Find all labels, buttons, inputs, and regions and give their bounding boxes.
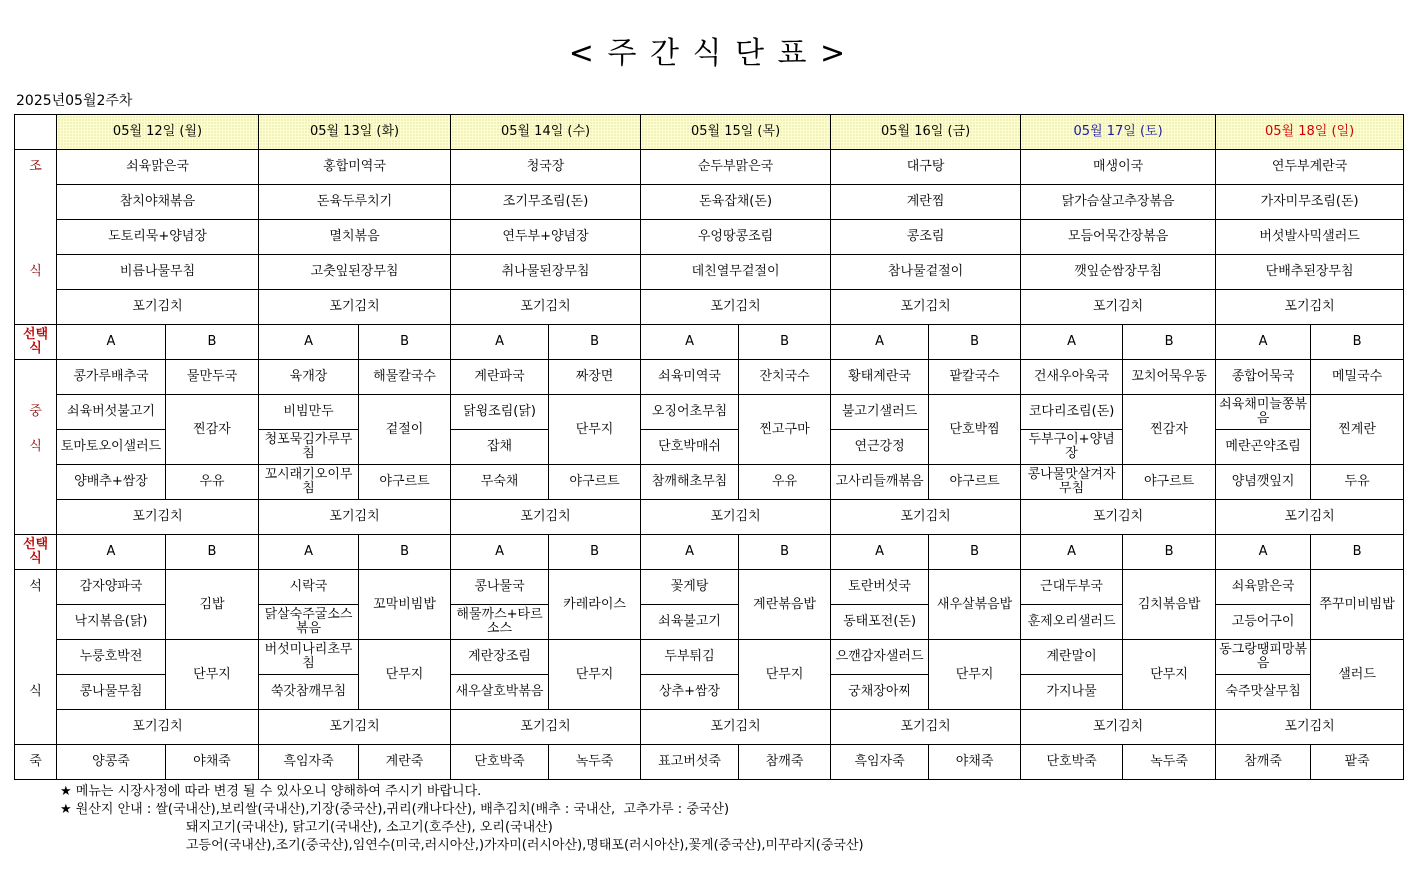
lunch-b-item: 꼬치어묵우동 <box>1123 360 1216 395</box>
lunch-b-item: 찐계란 <box>1311 395 1404 465</box>
corner-cell <box>15 115 57 150</box>
dinner-kimchi: 포기김치 <box>641 710 831 745</box>
page-title: < 주 간 식 단 표 > <box>568 36 848 71</box>
breakfast-item: 닭가슴살고추장볶음 <box>1021 185 1216 220</box>
lunch-kimchi: 포기김치 <box>641 500 831 535</box>
day-header: 05월 18일 (일) <box>1216 115 1404 150</box>
breakfast-item: 돈육잡채(돈) <box>641 185 831 220</box>
dinner-a-item: 해물까스+타르소스 <box>451 605 549 640</box>
dinner-a-item: 가지나물 <box>1021 675 1123 710</box>
lunch-a-item: 무숙채 <box>451 465 549 500</box>
day-header: 05월 17일 (토) <box>1021 115 1216 150</box>
lunch-a-item: 참깨해초무침 <box>641 465 739 500</box>
porridge-b: 팥죽 <box>1311 745 1404 780</box>
breakfast-item: 포기김치 <box>641 290 831 325</box>
dinner-a-item: 버섯미나리초무침 <box>259 640 359 675</box>
lunch-a-item: 메란곤약조림 <box>1216 430 1311 465</box>
option-a-header: A <box>641 325 739 360</box>
option-b-header: B <box>1311 325 1404 360</box>
lunch-b-item: 두유 <box>1311 465 1404 500</box>
label-breakfast: 조 <box>15 150 57 185</box>
lunch-a-item: 연근강정 <box>831 430 929 465</box>
porridge-b: 녹두죽 <box>549 745 641 780</box>
dinner-b-item: 김밥 <box>166 570 259 640</box>
breakfast-item: 단배추된장무침 <box>1216 255 1404 290</box>
option-a-header: A <box>259 325 359 360</box>
lunch-b-item: 해물칼국수 <box>359 360 451 395</box>
option-a-header: A <box>641 535 739 570</box>
option-b-header: B <box>929 535 1021 570</box>
breakfast-item: 계란찜 <box>831 185 1021 220</box>
label-breakfast-blank <box>15 220 57 255</box>
label-lunch-blank <box>15 500 57 535</box>
lunch-a-item: 닭윙조림(닭) <box>451 395 549 430</box>
option-a-header: A <box>831 535 929 570</box>
lunch-b-item: 팥칼국수 <box>929 360 1021 395</box>
lunch-a-item: 토마토오이샐러드 <box>57 430 166 465</box>
lunch-kimchi: 포기김치 <box>259 500 451 535</box>
breakfast-item: 비름나물무침 <box>57 255 259 290</box>
dinner-kimchi: 포기김치 <box>1216 710 1404 745</box>
lunch-a-item: 콩가루배추국 <box>57 360 166 395</box>
notes-line-4: 고등어(국내산),조기(중국산),임연수(미국,러시아산,)가자미(러시아산),명태포(러시아산),꽃게(중국산),미꾸라지(중국산) <box>186 838 864 853</box>
dinner-kimchi: 포기김치 <box>451 710 641 745</box>
dinner-a-item: 시락국 <box>259 570 359 605</box>
porridge-a: 단호박죽 <box>451 745 549 780</box>
lunch-b-item: 단호박찜 <box>929 395 1021 465</box>
porridge-b: 야채죽 <box>929 745 1021 780</box>
porridge-a: 참깨죽 <box>1216 745 1311 780</box>
dinner-a-item: 동태포전(돈) <box>831 605 929 640</box>
option-b-header: B <box>359 325 451 360</box>
lunch-a-item: 두부구이+양념장 <box>1021 430 1123 465</box>
porridge-b: 참깨죽 <box>739 745 831 780</box>
dinner-kimchi: 포기김치 <box>1021 710 1216 745</box>
dinner-a-item: 낙지볶음(닭) <box>57 605 166 640</box>
lunch-a-item: 쇠육버섯불고기 <box>57 395 166 430</box>
dinner-kimchi: 포기김치 <box>831 710 1021 745</box>
dinner-a-item: 콩나물무침 <box>57 675 166 710</box>
option-b-header: B <box>359 535 451 570</box>
lunch-a-item: 양배추+쌈장 <box>57 465 166 500</box>
label-dinner: 식 <box>15 675 57 710</box>
breakfast-item: 대구탕 <box>831 150 1021 185</box>
option-b-header: B <box>166 325 259 360</box>
lunch-a-item: 비빔만두 <box>259 395 359 430</box>
breakfast-item: 가자미무조림(돈) <box>1216 185 1404 220</box>
dinner-b-item: 꼬막비빔밥 <box>359 570 451 640</box>
lunch-a-item: 청포묵김가루무침 <box>259 430 359 465</box>
breakfast-item: 포기김치 <box>259 290 451 325</box>
lunch-a-item: 쇠육미역국 <box>641 360 739 395</box>
dinner-a-item: 고등어구이 <box>1216 605 1311 640</box>
lunch-a-item: 콩나물맛살겨자무침 <box>1021 465 1123 500</box>
lunch-a-item: 건새우아욱국 <box>1021 360 1123 395</box>
breakfast-item: 콩조림 <box>831 220 1021 255</box>
breakfast-item: 데친열무겉절이 <box>641 255 831 290</box>
day-header: 05월 16일 (금) <box>831 115 1021 150</box>
lunch-b-item: 야구르트 <box>359 465 451 500</box>
dinner-b-item: 새우살볶음밥 <box>929 570 1021 640</box>
porridge-b: 야채죽 <box>166 745 259 780</box>
porridge-b: 녹두죽 <box>1123 745 1216 780</box>
breakfast-item: 버섯발사믹샐러드 <box>1216 220 1404 255</box>
lunch-b-item: 겉절이 <box>359 395 451 465</box>
dinner-b-item: 단무지 <box>1123 640 1216 710</box>
breakfast-item: 포기김치 <box>1216 290 1404 325</box>
dinner-a-item: 누룽호박전 <box>57 640 166 675</box>
notes <box>60 783 864 855</box>
menu-table <box>14 114 1404 780</box>
option-a-header: A <box>1021 325 1123 360</box>
dinner-b-item: 계란볶음밥 <box>739 570 831 640</box>
breakfast-item: 모듬어묵간장볶음 <box>1021 220 1216 255</box>
option-b-header: B <box>549 535 641 570</box>
dinner-a-item: 숙주맛살무침 <box>1216 675 1311 710</box>
lunch-b-item: 야구르트 <box>549 465 641 500</box>
label-breakfast-blank <box>15 185 57 220</box>
breakfast-item: 참나물겉절이 <box>831 255 1021 290</box>
lunch-a-item: 꼬시래기오이무침 <box>259 465 359 500</box>
lunch-b-item: 야구르트 <box>929 465 1021 500</box>
breakfast-item: 참치야채볶음 <box>57 185 259 220</box>
option-b-header: B <box>166 535 259 570</box>
lunch-a-item: 종합어묵국 <box>1216 360 1311 395</box>
dinner-b-item: 단무지 <box>549 640 641 710</box>
lunch-b-item: 우유 <box>166 465 259 500</box>
lunch-b-item: 잔치국수 <box>739 360 831 395</box>
lunch-b-item: 야구르트 <box>1123 465 1216 500</box>
lunch-b-item: 찐감자 <box>166 395 259 465</box>
dinner-a-item: 닭살숙주굴소스볶음 <box>259 605 359 640</box>
day-header: 05월 15일 (목) <box>641 115 831 150</box>
label-select: 선택식 <box>15 325 57 360</box>
lunch-a-item: 불고기샐러드 <box>831 395 929 430</box>
dinner-b-item: 단무지 <box>359 640 451 710</box>
lunch-kimchi: 포기김치 <box>1021 500 1216 535</box>
dinner-a-item: 근대두부국 <box>1021 570 1123 605</box>
dinner-a-item: 상추+쌈장 <box>641 675 739 710</box>
lunch-b-item: 물만두국 <box>166 360 259 395</box>
dinner-b-item: 김치볶음밥 <box>1123 570 1216 640</box>
option-a-header: A <box>1216 535 1311 570</box>
label-lunch: 식 <box>15 430 57 465</box>
lunch-a-item: 잡채 <box>451 430 549 465</box>
breakfast-item: 포기김치 <box>1021 290 1216 325</box>
lunch-a-item: 고사리들깨볶음 <box>831 465 929 500</box>
label-dinner: 석 <box>15 570 57 605</box>
breakfast-item: 포기김치 <box>831 290 1021 325</box>
dinner-a-item: 꽃게탕 <box>641 570 739 605</box>
option-b-header: B <box>1311 535 1404 570</box>
lunch-kimchi: 포기김치 <box>1216 500 1404 535</box>
dinner-a-item: 계란말이 <box>1021 640 1123 675</box>
label-select: 선택식 <box>15 535 57 570</box>
dinner-a-item: 쇠육불고기 <box>641 605 739 640</box>
day-header: 05월 13일 (화) <box>259 115 451 150</box>
dinner-b-item: 단무지 <box>166 640 259 710</box>
lunch-b-item: 우유 <box>739 465 831 500</box>
breakfast-item: 포기김치 <box>451 290 641 325</box>
dinner-a-item: 훈제오리샐러드 <box>1021 605 1123 640</box>
porridge-b: 계란죽 <box>359 745 451 780</box>
dinner-b-item: 카레라이스 <box>549 570 641 640</box>
dinner-b-item: 단무지 <box>929 640 1021 710</box>
lunch-b-item: 짜장면 <box>549 360 641 395</box>
option-b-header: B <box>549 325 641 360</box>
dinner-a-item: 으깬감자샐러드 <box>831 640 929 675</box>
lunch-kimchi: 포기김치 <box>57 500 259 535</box>
breakfast-item: 쇠육맑은국 <box>57 150 259 185</box>
option-a-header: A <box>57 535 166 570</box>
breakfast-item: 연두부계란국 <box>1216 150 1404 185</box>
week-label: 2025년05월2주차 <box>16 93 133 109</box>
breakfast-item: 포기김치 <box>57 290 259 325</box>
lunch-a-item: 쇠육채미늘쫑볶음 <box>1216 395 1311 430</box>
lunch-b-item: 찐고구마 <box>739 395 831 465</box>
lunch-a-item: 황태계란국 <box>831 360 929 395</box>
dinner-a-item: 계란장조림 <box>451 640 549 675</box>
dinner-b-item: 샐러드 <box>1311 640 1404 710</box>
day-header: 05월 12일 (월) <box>57 115 259 150</box>
notes-line-3: 돼지고기(국내산), 닭고기(국내산), 소고기(호주산), 오리(국내산) <box>186 820 553 835</box>
dinner-a-item: 콩나물국 <box>451 570 549 605</box>
breakfast-item: 고춧잎된장무침 <box>259 255 451 290</box>
breakfast-item: 돈육두루치기 <box>259 185 451 220</box>
breakfast-item: 취나물된장무침 <box>451 255 641 290</box>
dinner-b-item: 단무지 <box>739 640 831 710</box>
dinner-a-item: 동그랑땡피망볶음 <box>1216 640 1311 675</box>
dinner-a-item: 쑥갓참깨무침 <box>259 675 359 710</box>
dinner-a-item: 쇠육맑은국 <box>1216 570 1311 605</box>
breakfast-item: 청국장 <box>451 150 641 185</box>
option-a-header: A <box>451 325 549 360</box>
lunch-a-item: 코다리조림(돈) <box>1021 395 1123 430</box>
label-breakfast-blank <box>15 290 57 325</box>
day-header: 05월 14일 (수) <box>451 115 641 150</box>
dinner-a-item: 두부튀김 <box>641 640 739 675</box>
dinner-b-item: 쭈꾸미비빔밥 <box>1311 570 1404 640</box>
option-a-header: A <box>451 535 549 570</box>
breakfast-item: 멸치볶음 <box>259 220 451 255</box>
option-a-header: A <box>57 325 166 360</box>
option-a-header: A <box>1216 325 1311 360</box>
breakfast-item: 홍합미역국 <box>259 150 451 185</box>
porridge-a: 양콩죽 <box>57 745 166 780</box>
lunch-a-item: 양념깻잎지 <box>1216 465 1311 500</box>
breakfast-item: 도토리묵+양념장 <box>57 220 259 255</box>
label-lunch-blank <box>15 465 57 500</box>
label-dinner-blank <box>15 710 57 745</box>
breakfast-item: 조기무조림(돈) <box>451 185 641 220</box>
label-dinner-blank <box>15 640 57 675</box>
option-a-header: A <box>831 325 929 360</box>
label-dinner-blank <box>15 605 57 640</box>
option-b-header: B <box>929 325 1021 360</box>
option-b-header: B <box>1123 325 1216 360</box>
porridge-a: 표고버섯죽 <box>641 745 739 780</box>
label-porridge: 죽 <box>15 745 57 780</box>
lunch-a-item: 계란파국 <box>451 360 549 395</box>
lunch-a-item: 오징어초무침 <box>641 395 739 430</box>
notes-line-2: ★ 원산지 안내 : 쌀(국내산),보리쌀(국내산),기장(중국산),귀리(캐나다산), 배추김치(배추 : 국내산, 고추가루 : 중국산) <box>60 802 730 817</box>
lunch-b-item: 메밀국수 <box>1311 360 1404 395</box>
porridge-a: 흑임자죽 <box>259 745 359 780</box>
lunch-kimchi: 포기김치 <box>451 500 641 535</box>
lunch-a-item: 단호박매쉬 <box>641 430 739 465</box>
option-a-header: A <box>259 535 359 570</box>
dinner-a-item: 궁채장아찌 <box>831 675 929 710</box>
breakfast-item: 깻잎순쌈장무침 <box>1021 255 1216 290</box>
lunch-b-item: 단무지 <box>549 395 641 465</box>
dinner-a-item: 감자양파국 <box>57 570 166 605</box>
breakfast-item: 우엉땅콩조림 <box>641 220 831 255</box>
lunch-b-item: 찐감자 <box>1123 395 1216 465</box>
notes-line-1: ★ 메뉴는 시장사정에 따라 변경 될 수 있사오니 양해하여 주시기 바랍니다. <box>60 784 482 799</box>
option-b-header: B <box>739 325 831 360</box>
breakfast-item: 매생이국 <box>1021 150 1216 185</box>
breakfast-item: 순두부맑은국 <box>641 150 831 185</box>
label-lunch: 중 <box>15 395 57 430</box>
label-breakfast: 식 <box>15 255 57 290</box>
dinner-a-item: 토란버섯국 <box>831 570 929 605</box>
dinner-kimchi: 포기김치 <box>259 710 451 745</box>
label-lunch-blank <box>15 360 57 395</box>
option-a-header: A <box>1021 535 1123 570</box>
porridge-a: 흑임자죽 <box>831 745 929 780</box>
option-b-header: B <box>1123 535 1216 570</box>
lunch-kimchi: 포기김치 <box>831 500 1021 535</box>
option-b-header: B <box>739 535 831 570</box>
dinner-kimchi: 포기김치 <box>57 710 259 745</box>
breakfast-item: 연두부+양념장 <box>451 220 641 255</box>
lunch-a-item: 육개장 <box>259 360 359 395</box>
porridge-a: 단호박죽 <box>1021 745 1123 780</box>
dinner-a-item: 새우살호박볶음 <box>451 675 549 710</box>
